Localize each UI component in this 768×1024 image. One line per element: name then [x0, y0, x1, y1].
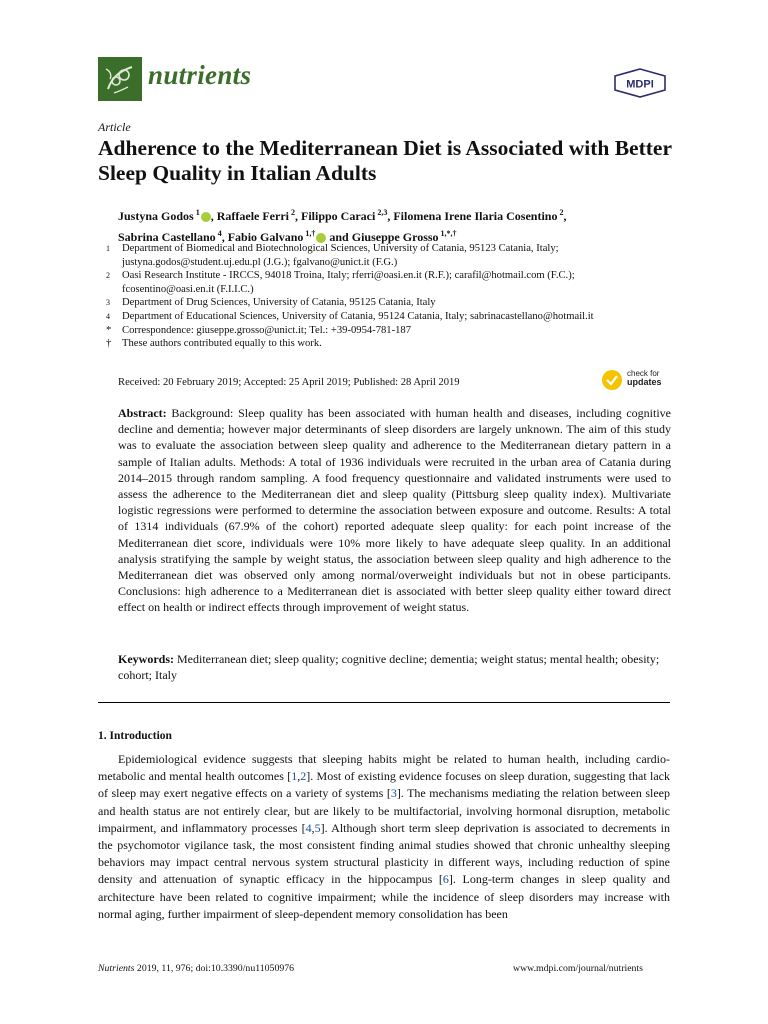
affiliation-row	[98, 337, 678, 351]
affiliation-mark: 4	[106, 311, 110, 321]
section-divider	[98, 702, 670, 703]
paragraph-text: ]. Most of existing evidence focuses on sleep duration, suggesting that lack of sleep may exert negative effects on a variety of systems [	[98, 769, 670, 801]
citation-link[interactable]: 6	[442, 872, 449, 887]
affiliation-text: justyna.godos@student.uj.edu.pl (J.G.); fgalvano@unict.it (F.G.)	[122, 256, 398, 268]
citation-link[interactable]: 3	[390, 786, 397, 801]
author-name: Giuseppe Grosso	[351, 230, 439, 244]
author-separator: ,	[295, 209, 301, 223]
affiliation-text: Department of Biomedical and Biotechnological Sciences, University of Catania, 95123 Catania, Italy;	[122, 243, 559, 254]
author-affiliation-mark: 1,*,†	[438, 229, 457, 238]
affiliation-text: Correspondence: giuseppe.grosso@unict.it; Tel.: +39-0954-781-187	[122, 324, 412, 336]
abstract	[118, 405, 671, 616]
check-updates-line1: check for	[627, 369, 660, 378]
affiliation-row	[98, 283, 678, 297]
author-affiliation-mark: 2	[557, 208, 564, 217]
abstract-text: Background: Sleep quality has been associated with human health and diseases, including cognitive decline and dementia; however major determinants of sleep disorders are largely unknown. The aim of this study was to evaluate the association between sleep quality and adherence to the Mediterranean dietary pattern in a sample of Italian adults. Methods: A total of 1936 individuals were recruited in the urban area of Catania during 2014–2015 through random sampling. A food frequency questionnaire and validated instruments were used to assess the adherence to the Mediterranean diet and sleep quality (Pittsburg sleep quality index). Multivariate logistic regressions were performed to determine the association between exposure and outcome. Results: A total of 1314 individuals (67.9% of the cohort) reported adequate sleep quality: for each point increase of the Mediterranean diet score, individuals were 10% more likely to have adequate sleep quality. In an additional analysis stratifying the sample by weight status, the association between sleep quality and high adherence to the Mediterranean diet was observed only among normal/overweight individuals but not in obese participants. Conclusions: high adherence to a Mediterranean diet is associated with better sleep quality either toward direct effect on health or indirect effects through improvement of weight status.	[118, 406, 671, 615]
keywords-text: Mediterranean diet; sleep quality; cognitive decline; dementia; weight status; mental health; obesity; cohort; Italy	[118, 652, 660, 683]
footer-citation-text: 2019, 11, 976; doi:10.3390/nu11050976	[134, 963, 295, 974]
affiliation-row	[98, 242, 678, 256]
affiliation-mark: 1	[106, 244, 110, 253]
affiliation-row	[98, 324, 678, 338]
article-title: Adherence to the Mediterranean Diet is Associated with Better Sleep Quality in Italian Adults	[98, 136, 672, 185]
author-affiliation-mark: 1	[193, 208, 200, 217]
affiliation-text: Department of Educational Sciences, University of Catania, 95124 Catania, Italy; sabrinacastellano@hotmail.it	[122, 310, 594, 322]
paragraph-text: ]. Although short term sleep deprivation is associated to decrements in the psychomotor vigilance task, the most consistent finding animal studies showed that chronic unhealthy sleeping behaviors may impact central nervous system structural plasticity in different ways, including reduction of spine density and attenuation of synaptic efficacy in the hippocampus [	[98, 820, 670, 887]
affiliations	[98, 242, 678, 351]
author-list	[118, 204, 678, 246]
check-updates-line2: updates	[627, 377, 662, 387]
author-affiliation-mark: 2	[289, 208, 295, 217]
affiliation-text: These authors contributed equally to this work.	[122, 338, 322, 350]
paragraph-text: ]. Long-term changes in sleep quality and architecture have been related to cognitive impairment; while the incidence of sleep disorders may increase with normal aging, further impairment of sleep-dependent memory consolidation has been	[98, 872, 671, 921]
affiliation-text: fcosentino@oasi.en.it (F.I.I.C.)	[122, 283, 254, 295]
keywords	[118, 651, 671, 683]
author-separator: ,	[210, 209, 217, 223]
author-separator: ,	[563, 209, 567, 223]
citation-link[interactable]: 1	[291, 769, 298, 784]
keywords-label: Keywords:	[118, 652, 174, 666]
paragraph-text: ]. The mechanisms mediating the relation between sleep and health status are not entirely clear, but are likely to be multifactorial, involving hormonal disruption, metabolic impairment, and inflammatory processes [	[98, 786, 670, 835]
abstract-label: Abstract:	[118, 406, 167, 420]
affiliation-text: Department of Drug Sciences, University of Catania, 95125 Catania, Italy	[122, 297, 436, 309]
article-type: Article	[98, 120, 131, 134]
author-name: Fabio Galvano	[227, 230, 304, 244]
paragraph-text: Epidemiological evidence suggests that sleeping habits might be related to human health, including cardio-metabolic and mental health outcomes [	[98, 752, 670, 784]
affiliation-row	[98, 296, 678, 310]
affiliation-row	[98, 310, 678, 324]
affiliation-mark: 3	[106, 298, 110, 308]
author-affiliation-mark: 1,†	[303, 229, 316, 238]
author-affiliation-mark: 4	[215, 229, 222, 238]
introduction-paragraph	[98, 751, 670, 923]
publisher-name: MDPI	[626, 78, 654, 91]
author-name: Filippo Caraci	[301, 209, 376, 223]
author-name: Justyna Godos	[118, 209, 194, 223]
journal-name: nutrients	[148, 60, 252, 90]
author-name: Filomena Irene Ilaria Cosentino	[393, 209, 558, 223]
affiliation-text: Oasi Research Institute - IRCCS, 94018 Troina, Italy; rferri@oasi.en.it (R.F.); carafil@hotmail.com (F.C.);	[122, 270, 575, 282]
author-name: Raffaele Ferri	[216, 209, 289, 223]
author-name: Sabrina Castellano	[118, 230, 216, 244]
nutrients-logo-icon	[98, 57, 142, 101]
section-heading-introduction: 1. Introduction	[98, 730, 172, 742]
paragraph-text: ,	[311, 820, 315, 835]
mdpi-logo-icon	[612, 68, 668, 98]
affiliation-mark	[98, 256, 122, 270]
citation-link[interactable]: 4	[305, 820, 312, 835]
affiliation-mark	[98, 283, 122, 297]
orcid-icon[interactable]	[201, 212, 211, 222]
author-separator: and	[326, 230, 352, 244]
author-separator: ,	[221, 230, 228, 244]
citation-link[interactable]: 5	[314, 820, 321, 835]
footer-url[interactable]: www.mdpi.com/journal/nutrients	[513, 963, 643, 974]
author-affiliation-mark: 2,3	[375, 208, 388, 217]
paragraph-text: ,	[297, 769, 301, 784]
footer-journal: Nutrients	[98, 963, 135, 974]
check-updates-icon	[601, 369, 623, 391]
affiliation-row	[98, 269, 678, 283]
affiliation-mark: 2	[106, 271, 110, 281]
affiliation-mark: †	[106, 338, 112, 350]
affiliation-row	[98, 256, 678, 270]
affiliation-mark: *	[106, 324, 112, 336]
footer-citation	[98, 963, 294, 974]
citation-link[interactable]: 2	[300, 769, 307, 784]
check-for-updates-badge[interactable]	[601, 367, 673, 393]
author-separator: ,	[387, 209, 394, 223]
publication-dates: Received: 20 February 2019; Accepted: 25 April 2019; Published: 28 April 2019	[118, 377, 460, 388]
